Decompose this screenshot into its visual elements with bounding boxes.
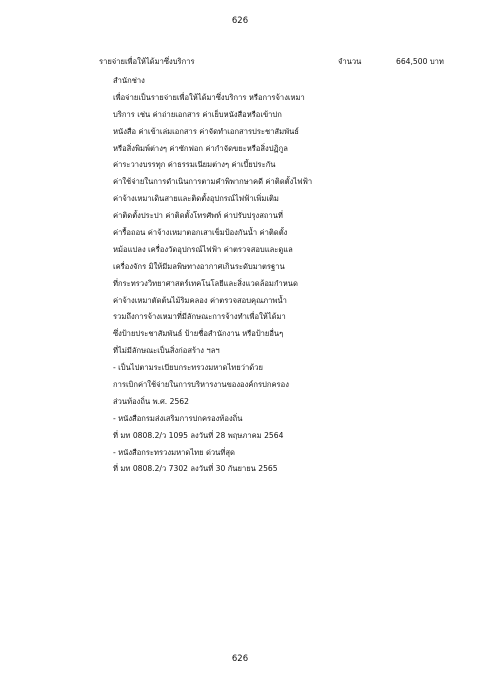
- amount-label: จำนวน: [338, 57, 362, 66]
- description-line: ค่ารื้อถอน ค่าจ้างเหมาตอกเสาเข็มป้องกันน้ำ ค่าติดตั้ง: [113, 228, 288, 238]
- description-line: ซึ่งป้ายประชาสัมพันธ์ ป้ายชื่อสำนักงาน หรือป้ายอื่นๆ: [113, 329, 284, 339]
- regulation-reference-line: การเบิกค่าใช้จ่ายในการบริหารงานขององค์กรปกครอง: [113, 380, 289, 390]
- description-line: เพื่อจ่ายเป็นรายจ่ายเพื่อให้ได้มาซึ่งบริการ หรือการจ้างเหมา: [113, 92, 305, 102]
- regulation-reference-line: - เป็นไปตามระเบียบกระทรวงมหาดไทยว่าด้วย: [113, 363, 263, 373]
- description-line: หม้อแปลง เครื่องวัดอุปกรณ์ไฟฟ้า ค่าตรวจสอบและดูแล: [113, 244, 293, 254]
- regulation-reference-line: - หนังสือกรมส่งเสริมการปกครองท้องถิ่น: [113, 413, 243, 423]
- regulation-reference-line: - หนังสือกระทรวงมหาดไทย ด่วนที่สุด: [113, 447, 235, 457]
- description-line: ที่ไม่มีลักษณะเป็นสิ่งก่อสร้าง ฯลฯ: [113, 346, 220, 356]
- description-line: สำนักช่าง: [113, 76, 145, 85]
- page-number-bottom: 626: [231, 654, 249, 664]
- description-line: หนังสือ ค่าเข้าเล่มเอกสาร ค่าจัดทำเอกสารประชาสัมพันธ์: [113, 126, 299, 136]
- description-line: ค่าใช้จ่ายในการดำเนินการตามคำพิพากษาคดี ค่าติดตั้งไฟฟ้า: [113, 177, 313, 187]
- description-line: ค่าจ้างเหมาเดินสายและติดตั้งอุปกรณ์ไฟฟ้าเพิ่มเติม: [113, 194, 279, 204]
- regulation-reference-line: ที่ มท 0808.2/ว 1095 ลงวันที่ 28 พฤษภาคม 2564: [113, 430, 284, 440]
- description-line: ค่าระวางบรรทุก ค่าธรรมเนียมต่างๆ ค่าเบี้ยประกัน: [113, 160, 276, 170]
- budget-item-heading: [0, 55, 480, 69]
- description-line: รวมถึงการจ้างเหมาที่มีลักษณะการจ้างทำเพื่อให้ได้มา: [113, 312, 286, 322]
- amount-value: 664,500 บาท: [396, 57, 444, 66]
- description-line: บริการ เช่น ค่าถ่ายเอกสาร ค่าเย็บหนังสือหรือเข้าปก: [113, 109, 282, 119]
- budget-item-title: รายจ่ายเพื่อให้ได้มาซึ่งบริการ: [99, 57, 195, 66]
- budget-item-description: [113, 73, 413, 478]
- description-line: หรือสิ่งพิมพ์ต่างๆ ค่าซักฟอก ค่ากำจัดขยะหรือสิ่งปฏิกูล: [113, 143, 288, 153]
- description-line: เครื่องจักร มิให้มีมลพิษทางอากาศเกินระดับมาตรฐาน: [113, 261, 285, 271]
- regulation-reference-line: ที่ มท 0808.2/ว 7302 ลงวันที่ 30 กันยายน 2565: [113, 464, 278, 474]
- page-number-top: 626: [231, 16, 249, 26]
- description-line: ค่าติดตั้งประปา ค่าติดตั้งโทรศัพท์ ค่าปรับปรุงสถานที่: [113, 211, 283, 221]
- description-line: ที่กระทรวงวิทยาศาสตร์เทคโนโลยีและสิ่งแวดล้อมกำหนด: [113, 278, 298, 288]
- regulation-reference-line: ส่วนท้องถิ่น พ.ศ. 2562: [113, 396, 189, 406]
- description-line: ค่าจ้างเหมาตัดต้นไม้ริมคลอง ค่าตรวจสอบคุณภาพน้ำ: [113, 295, 287, 305]
